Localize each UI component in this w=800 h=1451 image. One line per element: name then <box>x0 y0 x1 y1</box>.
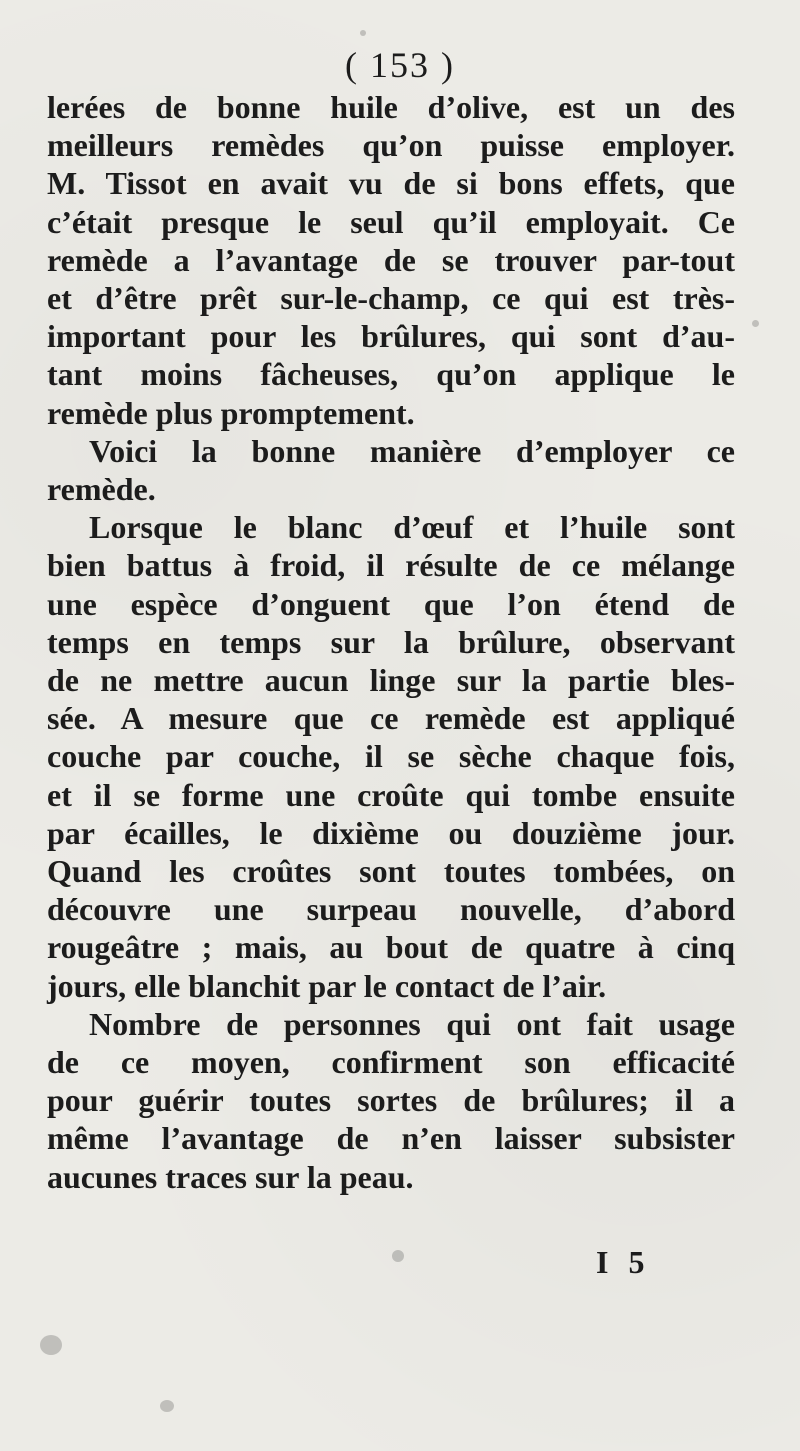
signature-mark: I 5 <box>596 1244 651 1280</box>
body-text <box>47 88 735 1196</box>
paper-stain <box>752 320 759 327</box>
text-line: remède plus promptement. <box>47 394 415 431</box>
text-line: couche par couche, il se sèche chaque fois, <box>47 738 735 775</box>
text-line: rougeâtre ; mais, au bout de quatre à cinq <box>47 929 735 966</box>
text-line: meilleurs remèdes qu’on puisse employer. <box>47 127 735 164</box>
text-line: jours, elle blanchit par le contact de l’air. <box>47 967 607 1004</box>
text-line: important pour les brûlures, qui sont d’au- <box>47 318 735 355</box>
text-line: par écailles, le dixième ou douzième jour. <box>47 814 735 851</box>
page-number: ( 153 ) <box>345 45 455 85</box>
text-line: et d’être prêt sur-le-champ, ce qui est très- <box>47 280 735 317</box>
text-line: même l’avantage de n’en laisser subsister <box>47 1120 735 1157</box>
text-line: Quand les croûtes sont toutes tombées, on <box>47 853 735 890</box>
text-line: découvre une surpeau nouvelle, d’abord <box>47 891 735 928</box>
paper-stain <box>40 1335 62 1355</box>
paper-stain <box>392 1250 404 1262</box>
text-line: aucunes traces sur la peau. <box>47 1158 414 1195</box>
paper-stain <box>360 30 366 36</box>
text-line: pour guérir toutes sortes de brûlures; il a <box>47 1082 735 1119</box>
text-line: et il se forme une croûte qui tombe ensuite <box>47 776 735 813</box>
text-line: remède. <box>47 471 156 508</box>
paper-stain <box>160 1400 174 1412</box>
text-line: lerées de bonne huile d’olive, est un des <box>47 89 735 125</box>
text-line: Lorsque le blanc d’œuf et l’huile sont <box>89 509 735 546</box>
text-line: temps en temps sur la brûlure, observant <box>47 623 735 660</box>
text-line: Nombre de personnes qui ont fait usage <box>89 1005 735 1042</box>
text-line: sée. A mesure que ce remède est appliqué <box>47 700 735 737</box>
text-line: une espèce d’onguent que l’on étend de <box>47 585 735 622</box>
text-line: M. Tissot en avait vu de si bons effets, que <box>47 165 735 202</box>
text-line: remède a l’avantage de se trouver par-tout <box>47 241 735 278</box>
text-line: c’était presque le seul qu’il employait. Ce <box>47 203 735 240</box>
text-line: tant moins fâcheuses, qu’on applique le <box>47 356 735 393</box>
text-line: de ce moyen, confirment son efficacité <box>47 1044 735 1081</box>
text-line: Voici la bonne manière d’employer ce <box>89 432 735 469</box>
text-line: bien battus à froid, il résulte de ce mélange <box>47 547 735 584</box>
text-line: de ne mettre aucun linge sur la partie bles- <box>47 662 735 699</box>
